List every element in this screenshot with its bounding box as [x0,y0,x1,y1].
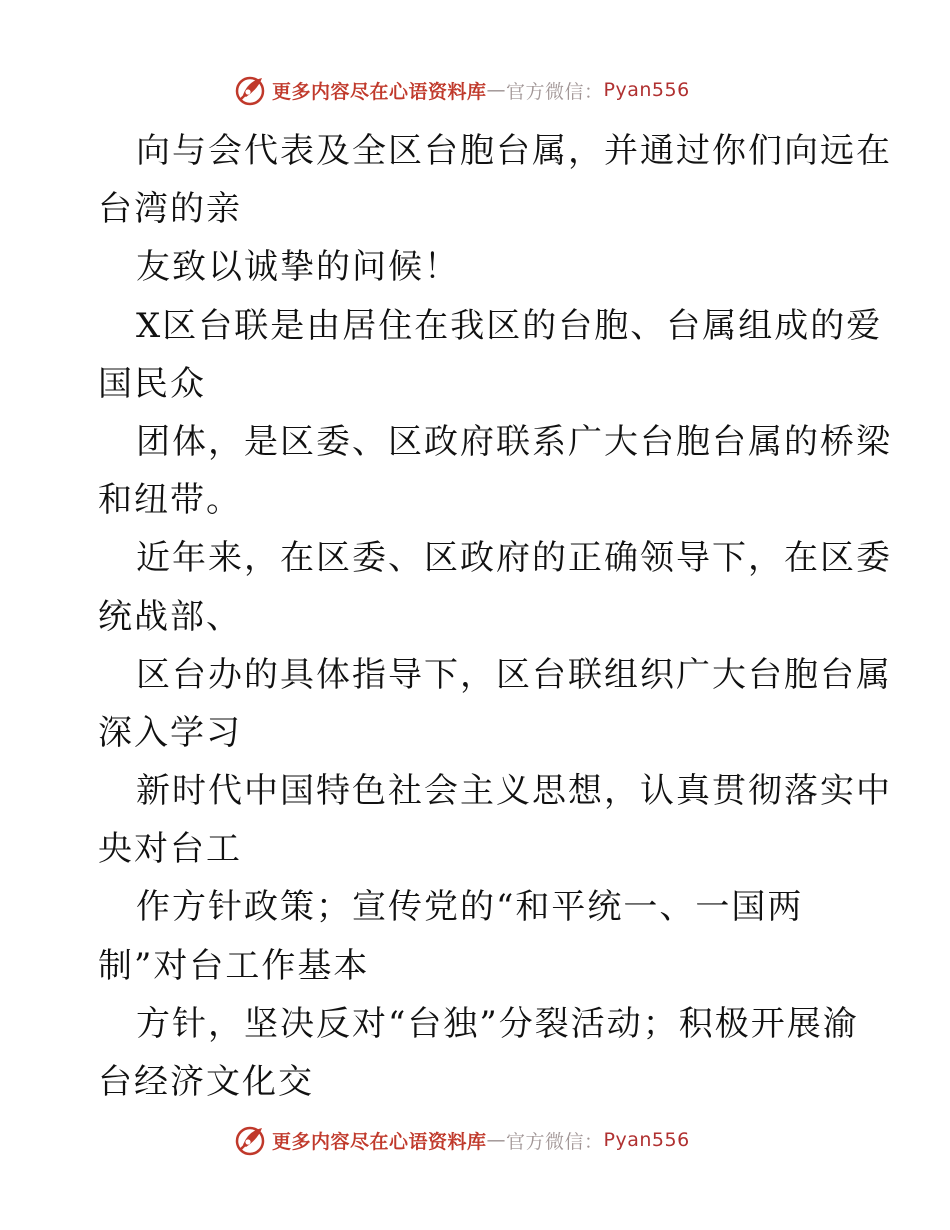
header-banner [234,72,690,108]
header-wechat-id: Pyan556 [603,79,690,101]
footer-banner [234,1122,690,1158]
footer-site-name: 更多内容尽在心语资料库 [272,1130,487,1153]
paragraph-line: 国民众 [98,363,206,404]
paragraph-line: 台经济文化交 [98,1062,314,1102]
paragraph-line: 区台办的具体指导下，区台联组织广大台胞台属 [136,654,892,695]
footer-wechat-label: 官方微信： [506,1130,604,1153]
paragraph-line: 台湾的亲 [98,189,242,230]
footer-wechat-id: Pyan556 [603,1129,690,1151]
pen-nib-logo-icon [234,1123,268,1157]
paragraph-line: 友致以诚挚的问候！ [136,247,460,288]
paragraph-line: 制”对台工作基本 [98,945,370,986]
header-site-name: 更多内容尽在心语资料库 [272,80,487,103]
paragraph-line: 团体，是区委、区政府联系广大台胞台属的桥梁 [136,421,892,462]
paragraph-line: 深入学习 [98,712,242,753]
paragraph-line: 向与会代表及全区台胞台属，并通过你们向远在 [136,131,892,171]
header-separator: — [486,79,507,101]
paragraph-line: 央对台工 [98,829,242,870]
header-wechat-label: 官方微信： [506,80,604,103]
paragraph-line: 新时代中国特色社会主义思想，认真贯彻落实中 [136,771,892,812]
footer-separator: — [486,1129,507,1151]
document-body [98,122,892,1111]
paragraph-line: X区台联是由居住在我区的台胞、台属组成的爱 [136,305,883,346]
paragraph-line: 统战部、 [98,596,242,637]
paragraph-line: 作方针政策；宣传党的“和平统一、一国两 [136,887,804,928]
paragraph-line: 近年来，在区委、区政府的正确领导下，在区委 [136,538,892,579]
paragraph-line: 方针，坚决反对“台独”分裂活动；积极开展渝 [136,1003,859,1044]
pen-nib-logo-icon [234,73,268,107]
paragraph-line: 和纽带。 [98,480,242,521]
